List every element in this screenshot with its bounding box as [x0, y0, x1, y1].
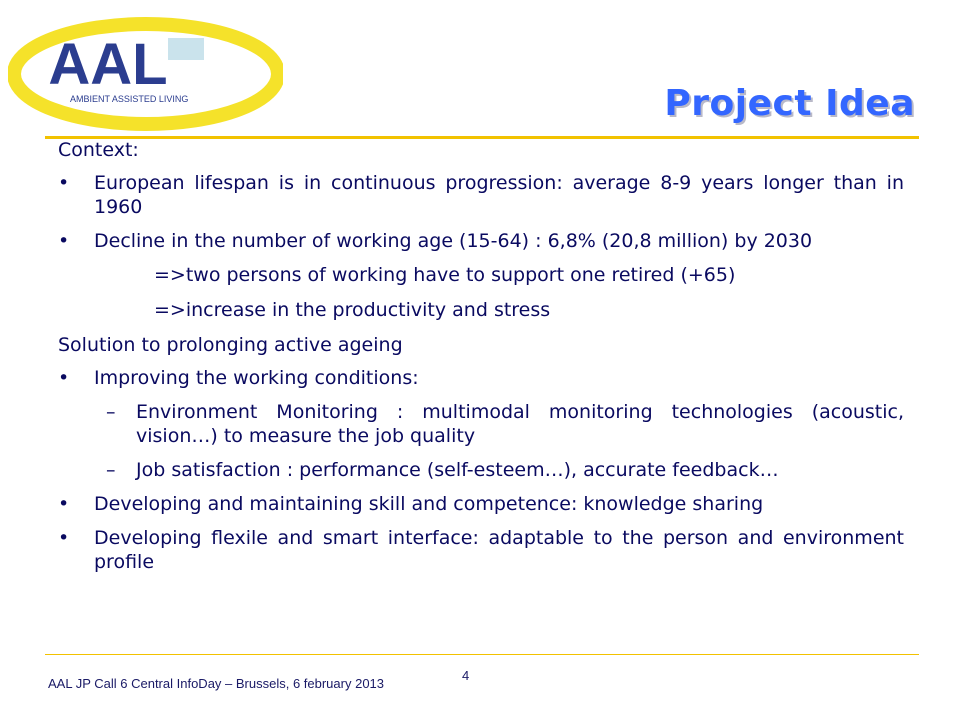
logo-subtitle: AMBIENT ASSISTED LIVING [70, 94, 189, 104]
bullet-icon: • [58, 172, 70, 194]
logo-text: AAL [48, 32, 168, 97]
sub-bullet-item [58, 458, 904, 482]
sub-bullet-text: Environment Monitoring : multimodal monitoring technologies (acoustic, vision…) to measure the job quality [136, 401, 904, 447]
aal-logo [8, 14, 283, 134]
slide-content [58, 138, 904, 584]
bullet-icon: • [58, 527, 70, 549]
bullet-text: Developing flexile and smart interface: adaptable to the person and environment profile [94, 527, 904, 573]
bullet-icon: • [58, 493, 70, 515]
footer-event: AAL JP Call 6 Central InfoDay – Brussels, 6 february 2013 [48, 676, 385, 691]
bullet-item [58, 366, 904, 390]
dash-icon: – [106, 401, 116, 423]
page-title: Project Idea [664, 83, 915, 124]
bullet-icon: • [58, 367, 70, 389]
bullet-icon: • [58, 230, 70, 252]
bullet-text: Developing and maintaining skill and competence: knowledge sharing [94, 493, 764, 515]
bullet-item [58, 526, 904, 574]
bullet-item [58, 229, 904, 253]
bullet-text: Decline in the number of working age (15-64) : 6,8% (20,8 million) by 2030 [94, 230, 813, 252]
bullet-text: European lifespan is in continuous progression: average 8-9 years longer than in 1960 [94, 172, 904, 218]
solution-heading: Solution to prolonging active ageing [58, 334, 403, 356]
page-number: 4 [462, 668, 470, 683]
bullet-text: Improving the working conditions: [94, 367, 419, 389]
implication-line: =>two persons of working have to support one retired (+65) [154, 264, 736, 286]
dash-icon: – [106, 459, 116, 481]
aal-logo-graphic [8, 14, 283, 134]
footer-divider [45, 654, 919, 655]
sub-bullet-text: Job satisfaction : performance (self-esteem…), accurate feedback… [136, 459, 779, 481]
sub-bullet-item [58, 400, 904, 448]
implication-line: =>increase in the productivity and stress [154, 299, 551, 321]
context-heading: Context: [58, 139, 139, 161]
bullet-item [58, 492, 904, 516]
bullet-item [58, 171, 904, 219]
